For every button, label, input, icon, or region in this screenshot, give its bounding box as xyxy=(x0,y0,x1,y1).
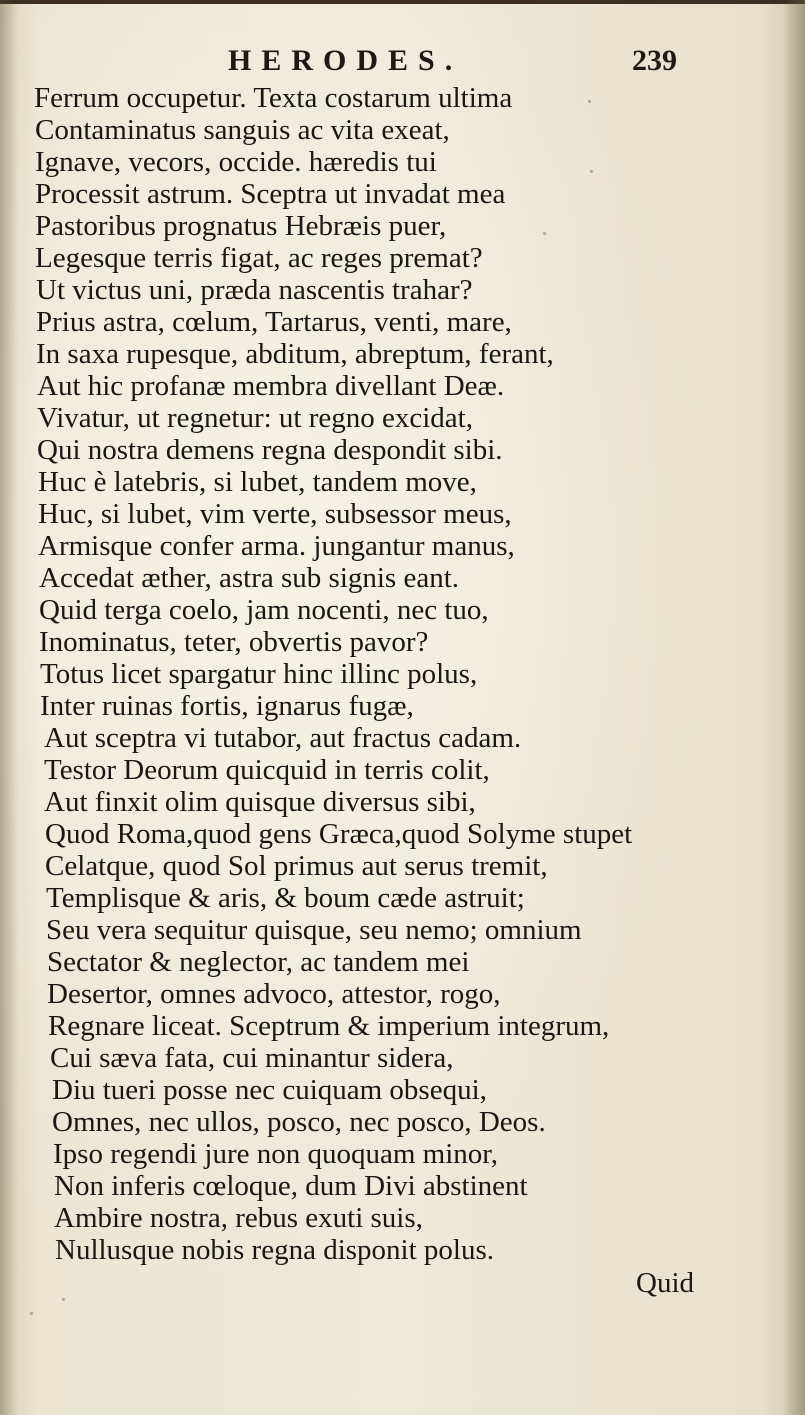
verse-line: Quod Roma,quod gens Græca,quod Solyme stupet xyxy=(45,818,633,850)
page-number: 239 xyxy=(632,44,677,77)
verse-line: Processit astrum. Sceptra ut invadat mea xyxy=(35,178,506,210)
verse-line: Armisque confer arma. jungantur manus, xyxy=(38,530,515,562)
verse-line: Desertor, omnes advoco, attestor, rogo, xyxy=(47,978,501,1010)
verse-text xyxy=(0,82,805,1266)
ink-speck xyxy=(588,100,591,103)
verse-line: Ferrum occupetur. Texta costarum ultima xyxy=(34,82,513,114)
verse-line: Inter ruinas fortis, ignarus fugæ, xyxy=(40,690,414,722)
verse-line: Regnare liceat. Sceptrum & imperium integrum, xyxy=(48,1010,610,1042)
verse-line: Ambire nostra, rebus exuti suis, xyxy=(54,1202,423,1234)
verse-line: Quid terga coelo, jam nocenti, nec tuo, xyxy=(39,594,489,626)
verse-line: Inominatus, teter, obvertis pavor? xyxy=(39,626,429,658)
verse-line: Celatque, quod Sol primus aut serus tremit, xyxy=(45,850,548,882)
verse-line: Templisque & aris, & boum cæde astruit; xyxy=(46,882,525,914)
top-rule xyxy=(0,0,805,4)
verse-line: Qui nostra demens regna despondit sibi. xyxy=(37,434,503,466)
verse-line: Aut finxit olim quisque diversus sibi, xyxy=(44,786,476,818)
ink-speck xyxy=(590,170,593,173)
verse-line: Non inferis cœloque, dum Divi abstinent xyxy=(54,1170,528,1202)
ink-speck xyxy=(62,1298,65,1301)
verse-line: Sectator & neglector, ac tandem mei xyxy=(47,946,470,978)
verse-line: Nullusque nobis regna disponit polus. xyxy=(55,1234,495,1266)
verse-line: Huc è latebris, si lubet, tandem move, xyxy=(38,466,477,498)
verse-line: Vivatur, ut regnetur: ut regno excidat, xyxy=(37,402,473,434)
verse-line: Diu tueri posse nec cuiquam obsequi, xyxy=(52,1074,487,1106)
verse-line: Ignave, vecors, occide. hæredis tui xyxy=(35,146,437,178)
verse-line: Ipso regendi jure non quoquam minor, xyxy=(53,1138,499,1170)
verse-line: Pastoribus prognatus Hebræis puer, xyxy=(35,210,447,242)
verse-line: Seu vera sequitur quisque, seu nemo; omnium xyxy=(46,914,582,946)
verse-line: Accedat æther, astra sub signis eant. xyxy=(39,562,460,594)
ink-speck xyxy=(30,1312,33,1315)
verse-line: Testor Deorum quicquid in terris colit, xyxy=(44,754,490,786)
verse-line: Contaminatus sanguis ac vita exeat, xyxy=(35,114,450,146)
verse-line: Huc, si lubet, vim verte, subsessor meus, xyxy=(38,498,512,530)
verse-line: Totus licet spargatur hinc illinc polus, xyxy=(40,658,478,690)
catchword: Quid xyxy=(636,1267,694,1299)
verse-line: Prius astra, cœlum, Tartarus, venti, mare, xyxy=(36,306,512,338)
verse-line: Aut hic profanæ membra divellant Deæ. xyxy=(37,370,505,402)
running-head: HERODES. xyxy=(228,44,463,77)
ink-speck xyxy=(543,232,546,235)
verse-line: In saxa rupesque, abditum, abreptum, ferant, xyxy=(36,338,554,370)
verse-line: Aut sceptra vi tutabor, aut fractus cadam. xyxy=(44,722,522,754)
verse-line: Ut victus uni, præda nascentis trahar? xyxy=(36,274,473,306)
verse-line: Omnes, nec ullos, posco, nec posco, Deos. xyxy=(52,1106,546,1138)
verse-line: Legesque terris figat, ac reges premat? xyxy=(35,242,483,274)
verse-line: Cui sæva fata, cui minantur sidera, xyxy=(50,1042,454,1074)
